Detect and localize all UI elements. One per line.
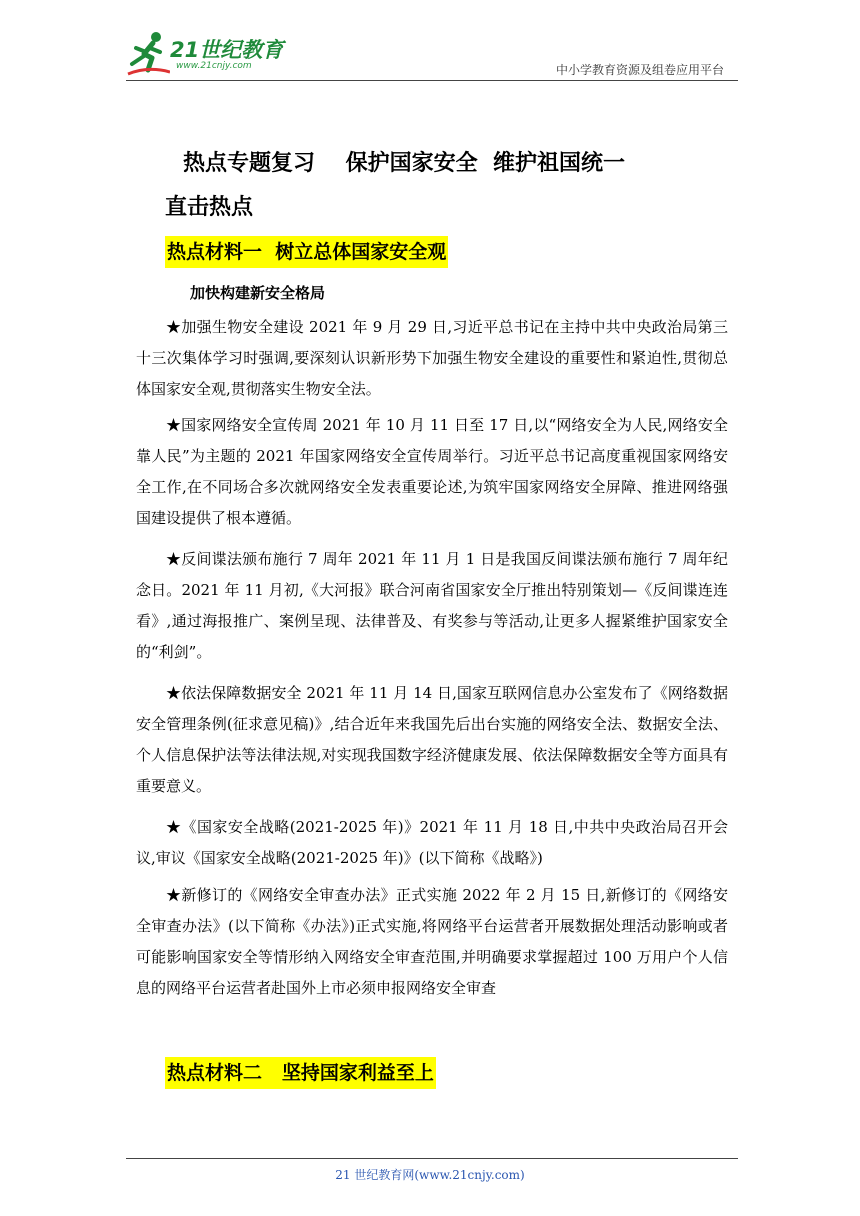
paragraph: ★新修订的《网络安全审查办法》正式实施 2022 年 2 月 15 日,新修订的《网络安全审查办法》(以下简称《办法》)正式实施,将网络平台运营者开展数据处理活动影响或者可能影响国家安全等情形纳入网络安全审查范围,并明确要求掌握超过 100 万用户个人信息的网络平台运营者赴国外上市必须申报网络安全审查: [136, 886, 728, 997]
logo-url: www.21cnjy.com: [176, 61, 252, 71]
page-header: [126, 28, 738, 81]
paragraph: ★国家网络安全宣传周 2021 年 10 月 11 日至 17 日,以“网络安全为人民,网络安全靠人民”为主题的 2021 年国家网络安全宣传周举行。习近平总书记高度重视国家网络安全工作,在不同场合多次就网络安全发表重要论述,为筑牢国家网络安全屏障、推进网络强国建设提供了根本遵循。: [136, 416, 728, 527]
paragraph: ★加强生物安全建设 2021 年 9 月 29 日,习近平总书记在主持中共中央政治局第三十三次集体学习时强调,要深刻认识新形势下加强生物安全建设的重要性和紧迫性,贯彻总体国家安全观,贯彻落实生物安全法。: [136, 318, 728, 398]
paragraph: ★依法保障数据安全 2021 年 11 月 14 日,国家互联网信息办公室发布了《网络数据安全管理条例(征求意见稿)》,结合近年来我国先后出台实施的网络安全法、数据安全法、个人信息保护法等法律法规,对实现我国数字经济健康发展、依法保障数据安全等方面具有重要意义。: [136, 684, 728, 795]
paragraph: ★《国家安全战略(2021-2025 年)》2021 年 11 月 18 日,中共中央政治局召开会议,审议《国家安全战略(2021-2025 年)》(以下简称《战略》): [136, 818, 728, 867]
logo-text: 21世纪教育: [170, 38, 284, 62]
paragraph: ★反间谍法颁布施行 7 周年 2021 年 11 月 1 日是我国反间谍法颁布施行 7 周年纪念日。2021 年 11 月初,《大河报》联合河南省国家安全厅推出特别策划—《反间谍连连看》,通过海报推广、案例呈现、法律普及、有奖参与等活动,让更多人握紧维护国家安全的“利剑”。: [136, 550, 728, 661]
material-two-heading: 热点材料二 坚持国家利益至上: [165, 1057, 436, 1089]
footer-link[interactable]: 21 世纪教育网(www.21cnjy.com): [335, 1168, 525, 1182]
site-logo[interactable]: [126, 28, 296, 76]
header-platform-text: 中小学教育资源及组卷应用平台: [555, 63, 724, 77]
runner-icon: [126, 30, 170, 76]
material-one-heading: 热点材料一 树立总体国家安全观: [165, 236, 448, 268]
footer-divider: [126, 1158, 738, 1159]
page-title: 热点专题复习 保护国家安全 维护祖国统一: [183, 151, 625, 176]
subheading: 加快构建新安全格局: [190, 284, 326, 302]
section-heading: 直击热点: [165, 195, 254, 220]
